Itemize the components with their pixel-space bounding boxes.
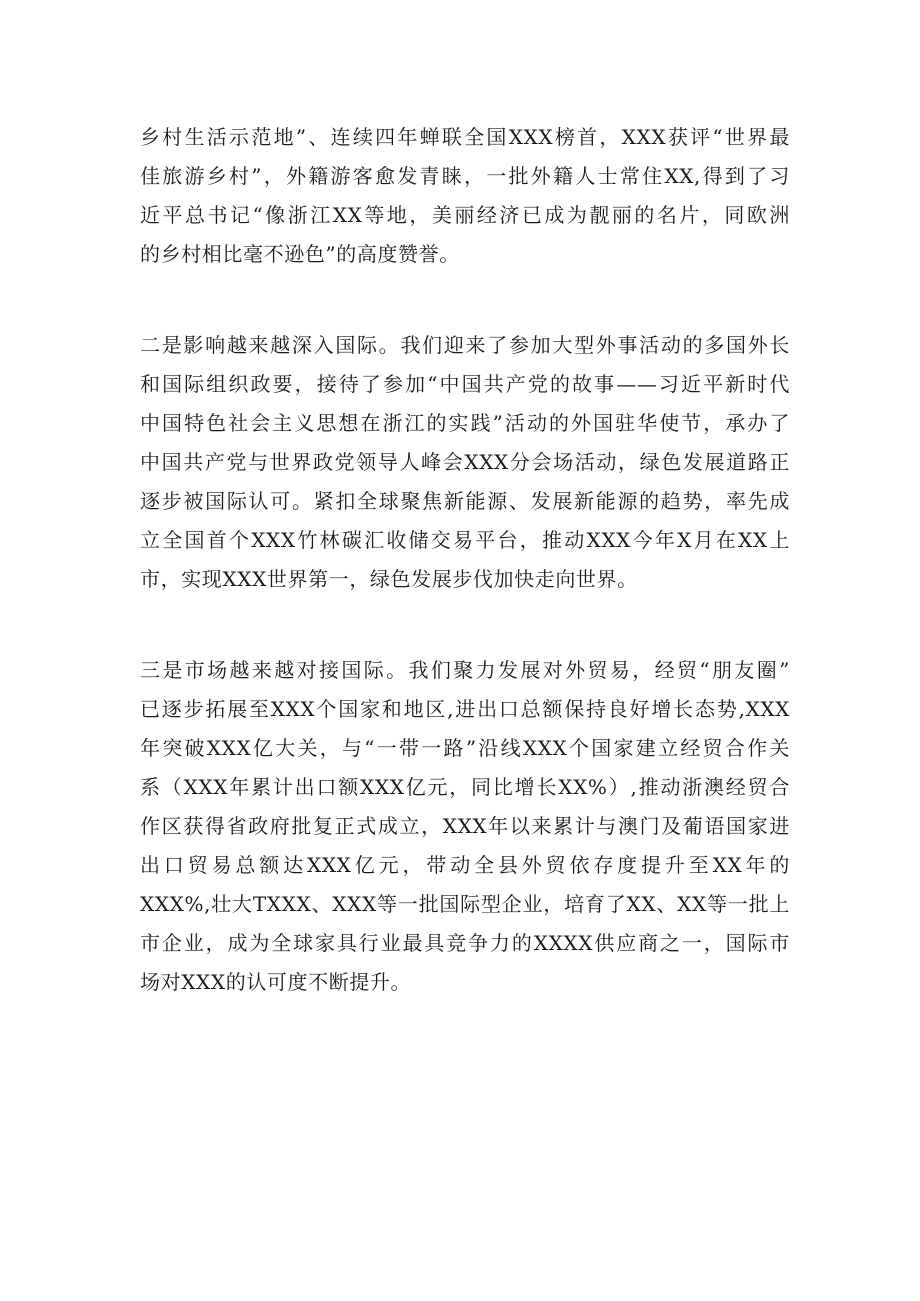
text-line: 和国际组织政要，接待了参加“中国共产党的故事——习近平新时代 (140, 372, 790, 396)
text-line: 中国共产党与世界政党领导人峰会XXX分会场活动，绿色发展道路正 (140, 450, 790, 474)
text-line: 逐步被国际认可。紧扣全球聚焦新能源、发展新能源的趋势，率先成 (140, 489, 790, 513)
text-line: 市企业，成为全球家具行业最具竞争力的XXXX供应商之一，国际市 (140, 931, 790, 955)
text-line: 的乡村相比毫不逊色”的高度赞誉。 (140, 242, 460, 266)
text-line: 二是影响越来越深入国际。我们迎来了参加大型外事活动的多国外长 (140, 333, 790, 357)
text-line: 年突破XXX亿大关，与“一带一路”沿线XXX个国家建立经贸合作关 (140, 736, 790, 760)
text-line: 中国特色社会主义思想在浙江的实践”活动的外国驻华使节，承办了 (140, 411, 790, 435)
text-line: 场对XXX的认可度不断提升。 (140, 970, 412, 994)
text-line: 市，实现XXX世界第一，绿色发展步伐加快走向世界。 (140, 567, 638, 591)
text-line: XXX%,壮大TXXX、XXX等一批国际型企业，培育了XX、XX等一批上 (140, 892, 790, 916)
text-line: 系（XXX年累计出口额XXX亿元，同比增长XX%）,推动浙澳经贸合 (140, 775, 790, 799)
paragraph-international-influence (140, 326, 790, 599)
text-line: 三是市场越来越对接国际。我们聚力发展对外贸易，经贸“朋友圈” (140, 658, 790, 682)
paragraph-gap (140, 274, 790, 326)
text-line: 作区获得省政府批复正式成立，XXX年以来累计与澳门及葡语国家进 (140, 814, 790, 838)
text-line: 已逐步拓展至XXX个国家和地区,进出口总额保持良好增长态势,XXX (140, 697, 790, 721)
text-line: 乡村生活示范地”、连续四年蝉联全国XXX榜首，XXX获评“世界最 (140, 125, 790, 149)
text-line: 佳旅游乡村”，外籍游客愈发青睐，一批外籍人士常住XX,得到了习 (140, 164, 790, 188)
paragraph-international-market (140, 651, 790, 1002)
text-line: 出口贸易总额达XXX亿元，带动全县外贸依存度提升至XX年的 (140, 853, 790, 877)
text-line: 近平总书记“像浙江XX等地，美丽经济已成为靓丽的名片，同欧洲 (140, 203, 790, 227)
text-line: 立全国首个XXX竹林碳汇收储交易平台，推动XXX今年X月在XX上 (140, 528, 790, 552)
paragraph-rural-tourism (140, 118, 790, 274)
paragraph-gap (140, 599, 790, 651)
document-body (140, 118, 790, 1002)
